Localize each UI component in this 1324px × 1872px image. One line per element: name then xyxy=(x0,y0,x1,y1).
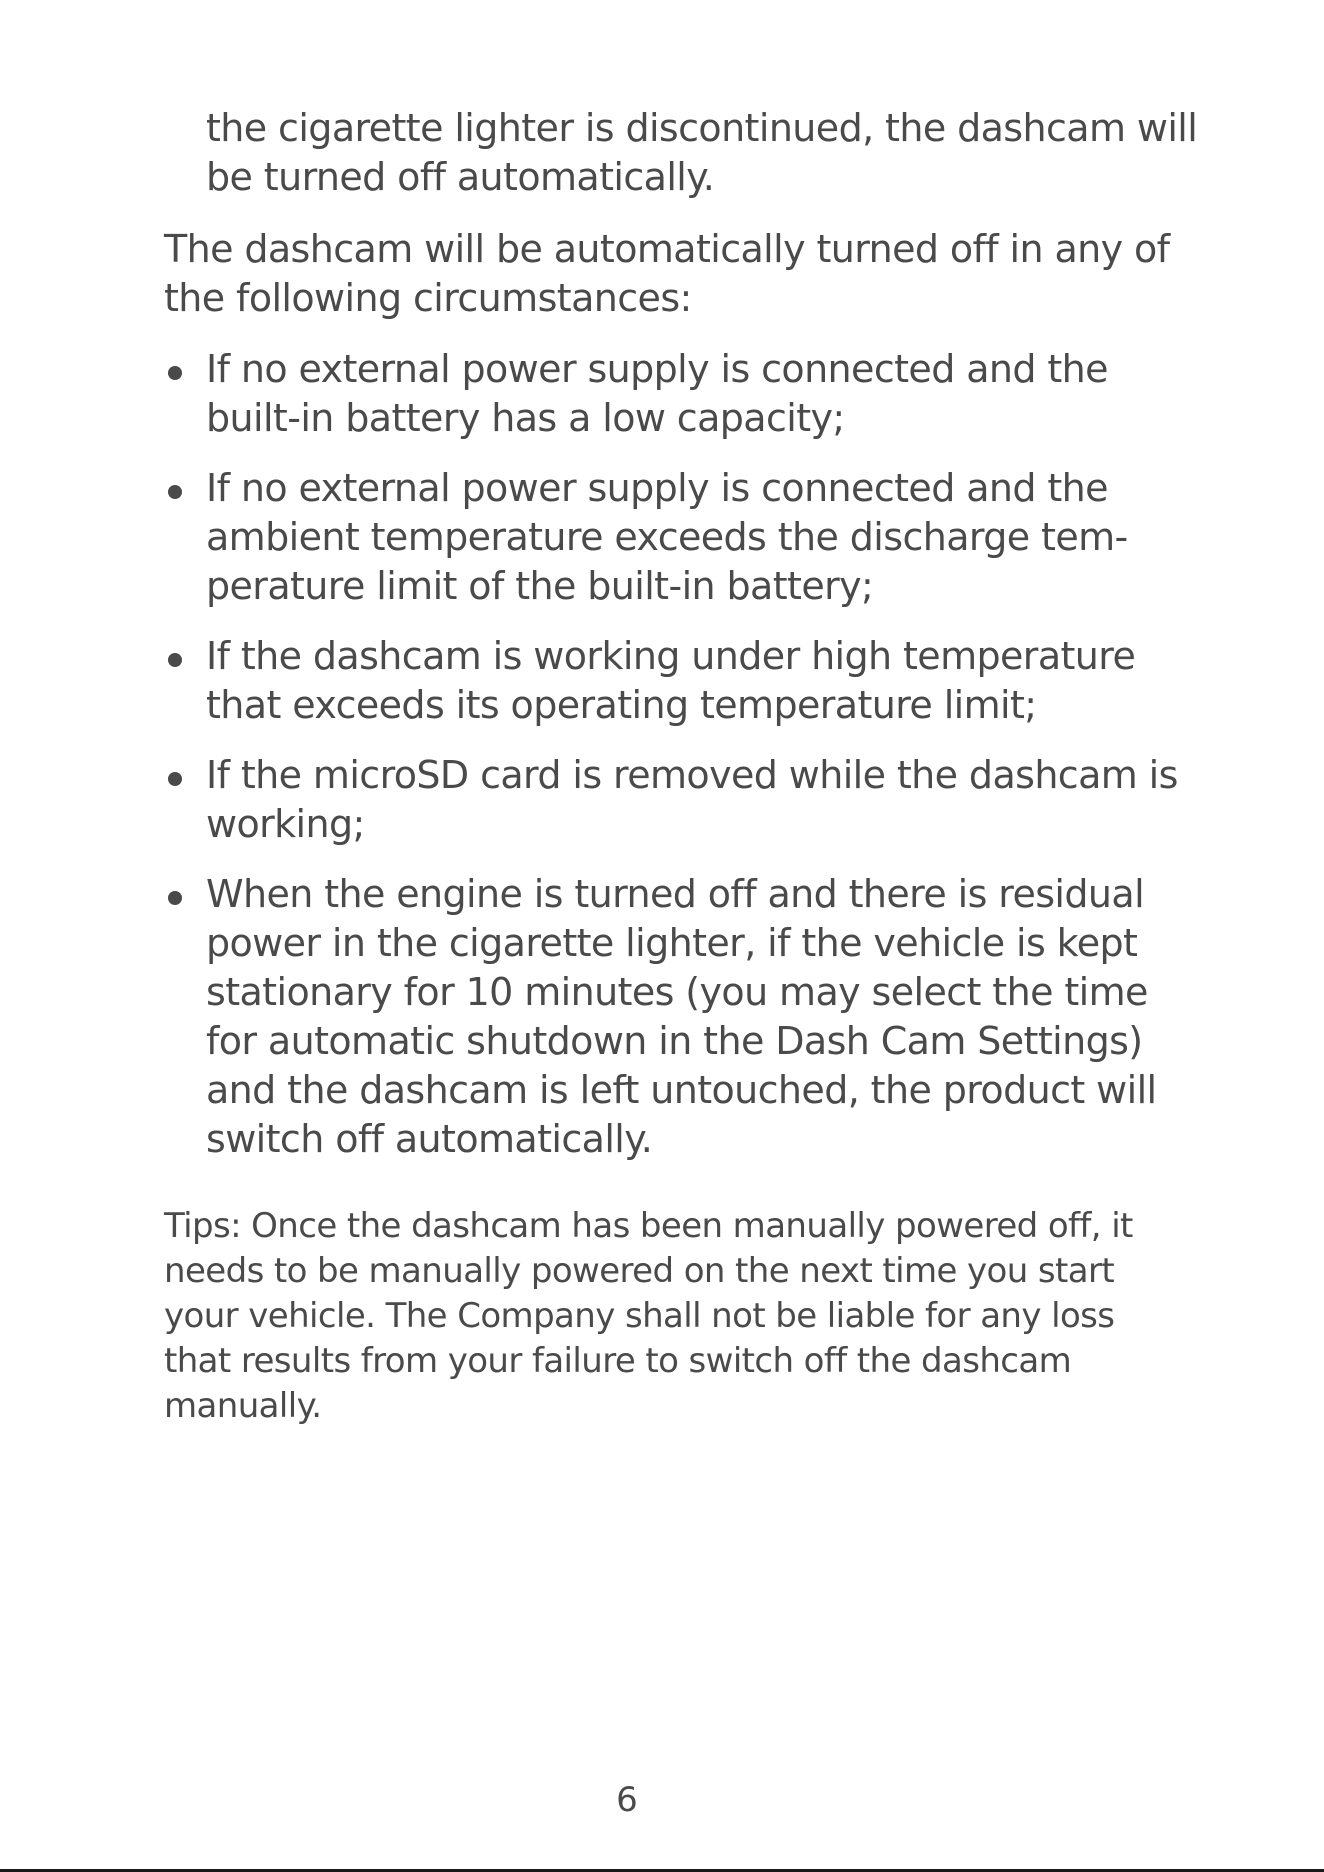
list-item-text: If no external power supply is connected and the ambient temperature exceeds the discharge tem-perature limit of the built-in battery; xyxy=(206,466,1128,608)
list-item-text: If the microSD card is removed while the dashcam is working; xyxy=(206,753,1178,846)
intro-paragraph: The dashcam will be automatically turned off in any of the following circumstances: xyxy=(164,227,1170,320)
list-item xyxy=(164,870,1204,1164)
bullet-icon xyxy=(168,366,182,380)
bullet-icon xyxy=(168,891,182,905)
shutdown-conditions-list xyxy=(164,345,1204,1185)
list-item xyxy=(164,632,1204,730)
continuation-paragraph: the cigarette lighter is discontinued, the dashcam will be turned off automatically. xyxy=(206,106,1198,199)
list-item-text: If no external power supply is connected and the built-in battery has a low capacity; xyxy=(206,347,1108,440)
bullet-icon xyxy=(168,485,182,499)
page-number: 6 xyxy=(616,1780,638,1820)
bullet-icon xyxy=(168,772,182,786)
tips-paragraph: Tips: Once the dashcam has been manually powered off, it needs to be manually powered on the next time you start your vehicle. The Company shall not be liable for any loss that results from your failure to switch off the dashcam manually. xyxy=(164,1206,1133,1426)
bullet-icon xyxy=(168,653,182,667)
list-item xyxy=(164,464,1204,611)
list-item-text: When the engine is turned off and there is residual power in the cigarette lighter, if the vehicle is kept stationary for 10 minutes (you may select the time for automatic shutdown in the Dash Cam Settings) and the dashcam is left untouched, the product will switch off automatically. xyxy=(206,872,1157,1161)
list-item xyxy=(164,345,1204,443)
list-item xyxy=(164,751,1204,849)
list-item-text: If the dashcam is working under high temperature that exceeds its operating temperature limit; xyxy=(206,634,1136,727)
